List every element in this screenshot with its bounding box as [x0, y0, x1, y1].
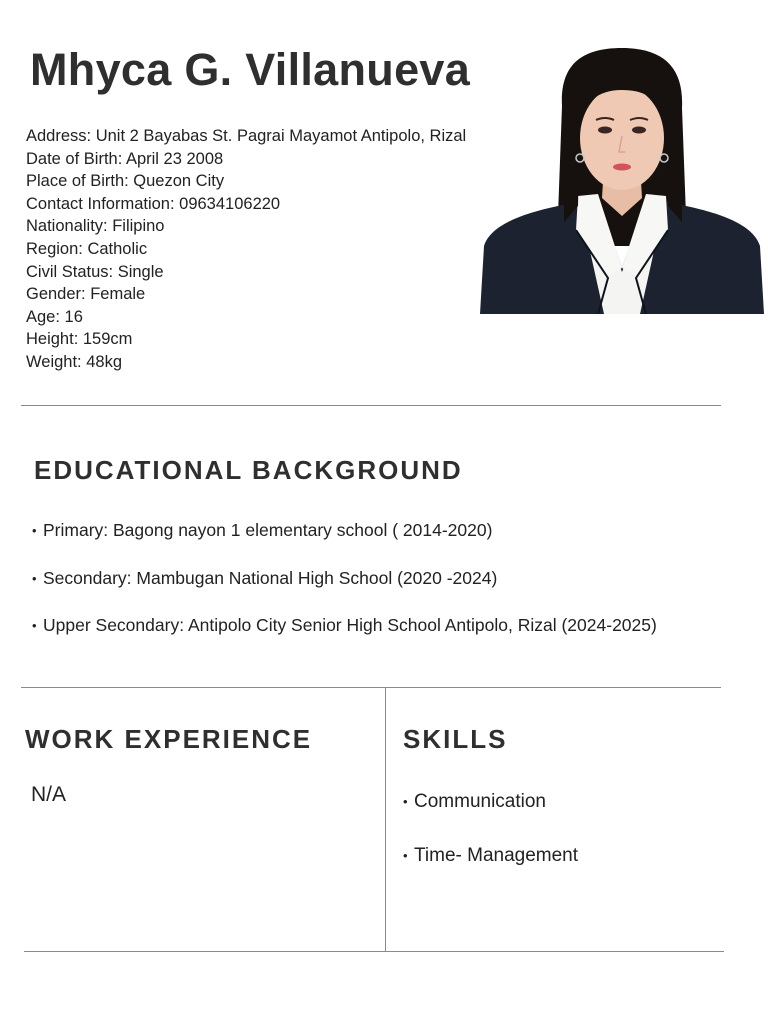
detail-age: Age: 16: [26, 307, 83, 326]
skill-item-label: Communication: [414, 791, 546, 812]
profile-photo: [480, 46, 764, 314]
bullet-glyph: •: [32, 523, 37, 538]
detail-contact: Contact Information: 09634106220: [26, 194, 281, 213]
detail-nationality: Nationality: Filipino: [26, 217, 165, 236]
column-divider: [385, 688, 386, 951]
education-item-secondary: [32, 568, 657, 616]
work-experience-value: N/A: [31, 783, 67, 806]
detail-place-of-birth: Place of Birth: Quezon City: [26, 172, 225, 191]
applicant-name: Mhyca G. Villanueva: [30, 44, 471, 95]
bullet-glyph: •: [32, 618, 37, 633]
skill-item-time-management: [403, 845, 578, 899]
personal-details: [26, 125, 466, 374]
work-experience-heading: WORK EXPERIENCE: [25, 724, 313, 754]
skill-item-label: Time- Management: [414, 845, 579, 866]
skills-heading: SKILLS: [403, 724, 508, 754]
bullet-glyph: •: [32, 570, 37, 586]
education-item-label: Primary: Bagong nayon 1 elementary school ( 2014-2020): [43, 520, 493, 540]
education-item-label: Upper Secondary: Antipolo City Senior High School Antipolo, Rizal (2024-2025): [43, 615, 657, 635]
detail-height: Height: 159cm: [26, 330, 133, 349]
bullet-glyph: •: [403, 848, 408, 863]
detail-address: Address: Unit 2 Bayabas St. Pagrai Mayamot Antipolo, Rizal: [26, 127, 467, 145]
detail-religion: Region: Catholic: [26, 239, 148, 258]
education-heading: EDUCATIONAL BACKGROUND: [34, 455, 463, 485]
detail-gender: Gender: Female: [26, 285, 146, 304]
portrait-illustration: [480, 46, 764, 314]
divider-middle: [21, 687, 721, 688]
skills-list: [403, 791, 578, 899]
detail-civil-status: Civil Status: Single: [26, 262, 164, 281]
education-list: [32, 520, 657, 663]
skill-item-communication: [403, 791, 578, 845]
divider-bottom: [24, 951, 724, 952]
education-item-upper-secondary: [32, 615, 657, 663]
detail-weight: Weight: 48kg: [26, 352, 123, 371]
education-item-primary: [32, 520, 657, 568]
bullet-glyph: •: [403, 794, 408, 809]
divider-top: [21, 405, 721, 406]
detail-date-of-birth: Date of Birth: April 23 2008: [26, 149, 224, 168]
education-item-label: Secondary: Mambugan National High School (2020 -2024): [43, 567, 498, 588]
